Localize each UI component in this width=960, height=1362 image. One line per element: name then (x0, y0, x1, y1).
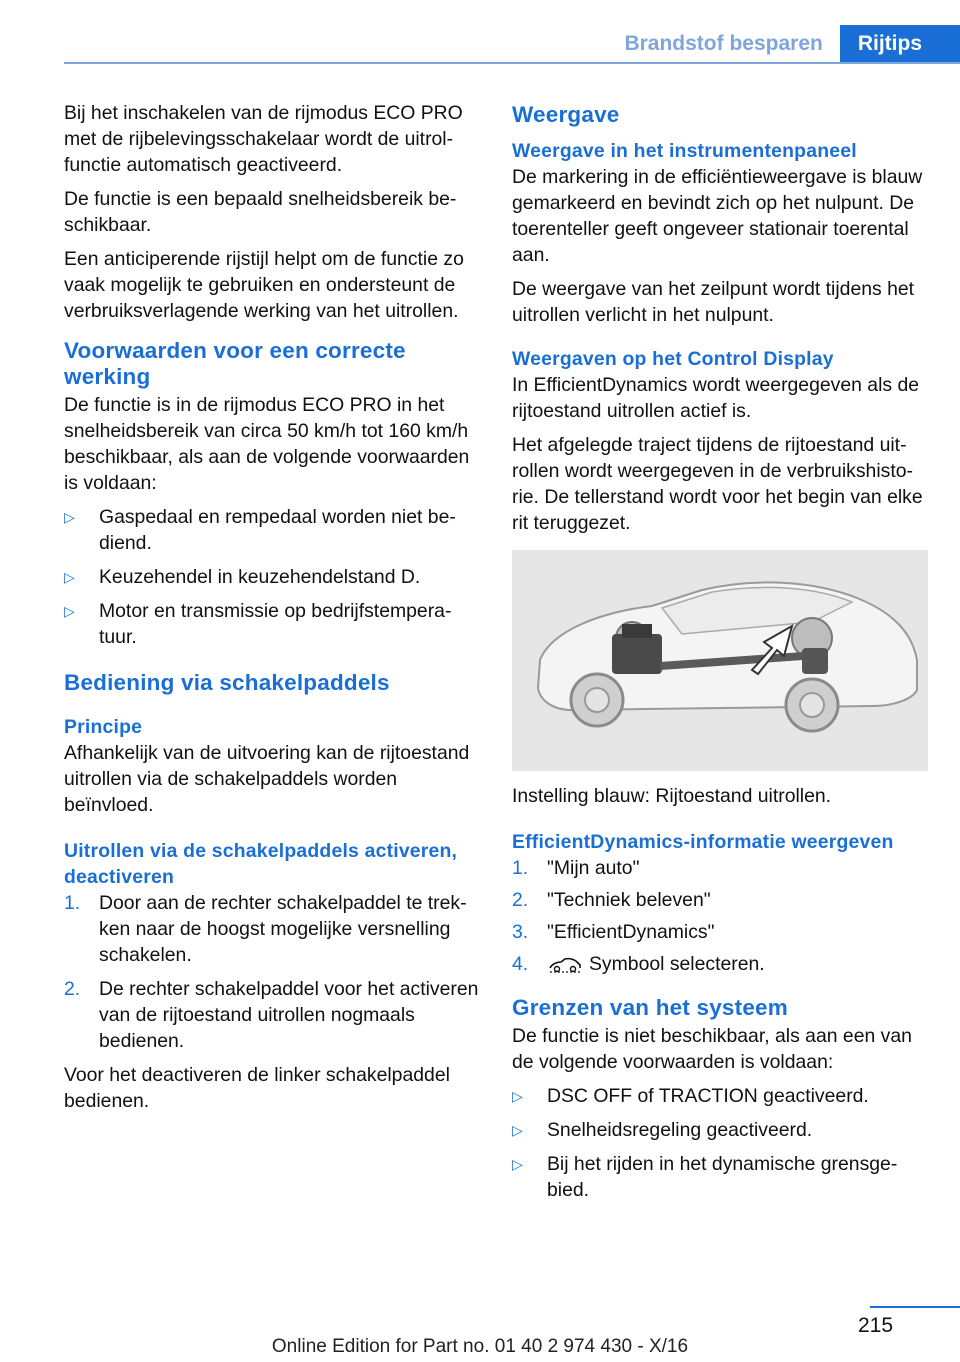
efficient-steps (512, 855, 932, 977)
triangle-bullet-icon: ▷ (512, 1156, 523, 1172)
principe-text: Afhankelijk van de uitvoering kan de rijtoestand uitrollen via de schakelpaddels worden beïnvloed. (64, 742, 470, 816)
heading-control-display: Weergaven op het Control Display (512, 348, 834, 370)
control-paragraph-1: In EfficientDynamics wordt weergegeven als de rijtoestand uitrollen actief is. (512, 374, 920, 422)
section-tab[interactable]: Brandstof besparen (607, 25, 839, 63)
coasting-car-icon (547, 956, 583, 974)
right-column (512, 100, 932, 1211)
instrument-paragraph-1: De markering in de efficiëntieweergave is blauw gemarkeerd en bevindt zich op het nulpunt. De toerenteller geeft ongeveer stationair toerental aan. (512, 166, 923, 266)
instrument-paragraph-2: De weergave van het zeilpunt wordt tijdens het uitrollen verlicht in het nulpunt. (512, 278, 915, 326)
triangle-bullet-icon: ▷ (64, 569, 75, 585)
intro-paragraph-1: Bij het inschakelen van de rijmodus ECO PRO met de rijbelevingsschakelaar wordt de uitrolfunctie automatisch geactiveerd. (64, 102, 463, 176)
header-rule (64, 62, 960, 64)
list-item: 2. "Techniek beleven" (512, 889, 711, 911)
list-item: ▷ Keuzehendel in keuzehendelstand D. (64, 566, 421, 588)
triangle-bullet-icon: ▷ (512, 1088, 523, 1104)
triangle-bullet-icon: ▷ (64, 509, 75, 525)
edition-footer: Online Edition for Part no. 01 40 2 974 430 - X/16 (271, 1336, 689, 1357)
voorwaarden-text: De functie is in de rijmodus ECO PRO in het snelheidsbereik van circa 50 km/h tot 160 km/h beschikbaar, als aan de volgende voorwaarden is voldaan: (64, 394, 470, 494)
list-item: 1. "Mijn auto" (512, 857, 640, 879)
heading-efficientdynamics: EfficientDynamics-informatie weergeven (512, 831, 894, 853)
list-item: 4. Symbool selecteren. (512, 953, 765, 975)
list-item: 2. De rechter schakelpaddel voor het activeren van de rijtoestand uitrollen nogmaals bedienen. (64, 978, 479, 1052)
chapter-tab[interactable]: Rijtips (840, 25, 960, 63)
deactivate-text: Voor het deactiveren de linker schakelpaddel bedienen. (64, 1064, 450, 1112)
grenzen-list (512, 1083, 932, 1203)
list-item: ▷ DSC OFF of TRACTION geactiveerd. (512, 1085, 869, 1107)
figure-caption: Instelling blauw: Rijtoestand uitrollen. (512, 785, 832, 807)
grenzen-text: De functie is niet beschikbaar, als aan een van de volgende voorwaarden is voldaan: (512, 1025, 912, 1073)
heading-uitrollen: Uitrollen via de schakelpaddels activeren, deactiveren (64, 840, 458, 888)
heading-weergave: Weergave (512, 102, 620, 127)
list-item: ▷ Motor en transmissie op bedrijfstemperatuur. (64, 600, 452, 648)
car-drivetrain-illustration (512, 550, 928, 771)
list-item: ▷ Gaspedaal en rempedaal worden niet bediend. (64, 506, 456, 554)
voorwaarden-list (64, 504, 482, 650)
uitrollen-steps (64, 890, 482, 1054)
page-number: 215 (858, 1314, 894, 1337)
list-item: 1. Door aan de rechter schakelpaddel te trekken naar de hoogst mogelijke versnelling schakelen. (64, 892, 467, 966)
list-item: 3. "EfficientDynamics" (512, 921, 715, 943)
car-illustration (512, 550, 928, 771)
intro-paragraph-3: Een anticiperende rijstijl helpt om de functie zo vaak mogelijk te gebruiken en ondersteunt de verbruiksverlagende werking van het uitrollen. (64, 248, 464, 322)
list-item: ▷ Bij het rijden in het dynamische grensgebied. (512, 1153, 898, 1201)
footer-rule (870, 1306, 960, 1308)
left-column (64, 100, 482, 1122)
intro-paragraph-2: De functie is een bepaald snelheidsbereik beschikbaar. (64, 188, 457, 236)
control-paragraph-2: Het afgelegde traject tijdens de rijtoestand uitrollen wordt weergegeven in de verbruikshistorie. De tellerstand wordt voor het begin van elke rit teruggezet. (512, 434, 923, 534)
heading-instrumentenpaneel: Weergave in het instrumentenpaneel (512, 140, 857, 162)
triangle-bullet-icon: ▷ (64, 603, 75, 619)
list-item: ▷ Snelheidsregeling geactiveerd. (512, 1119, 813, 1141)
heading-grenzen: Grenzen van het systeem (512, 995, 788, 1020)
triangle-bullet-icon: ▷ (512, 1122, 523, 1138)
heading-voorwaarden: Voorwaarden voor een correcte werking (64, 338, 406, 389)
heading-bediening: Bediening via schakelpaddels (64, 670, 390, 695)
heading-principe: Principe (64, 716, 143, 738)
header-tabs (607, 25, 960, 63)
